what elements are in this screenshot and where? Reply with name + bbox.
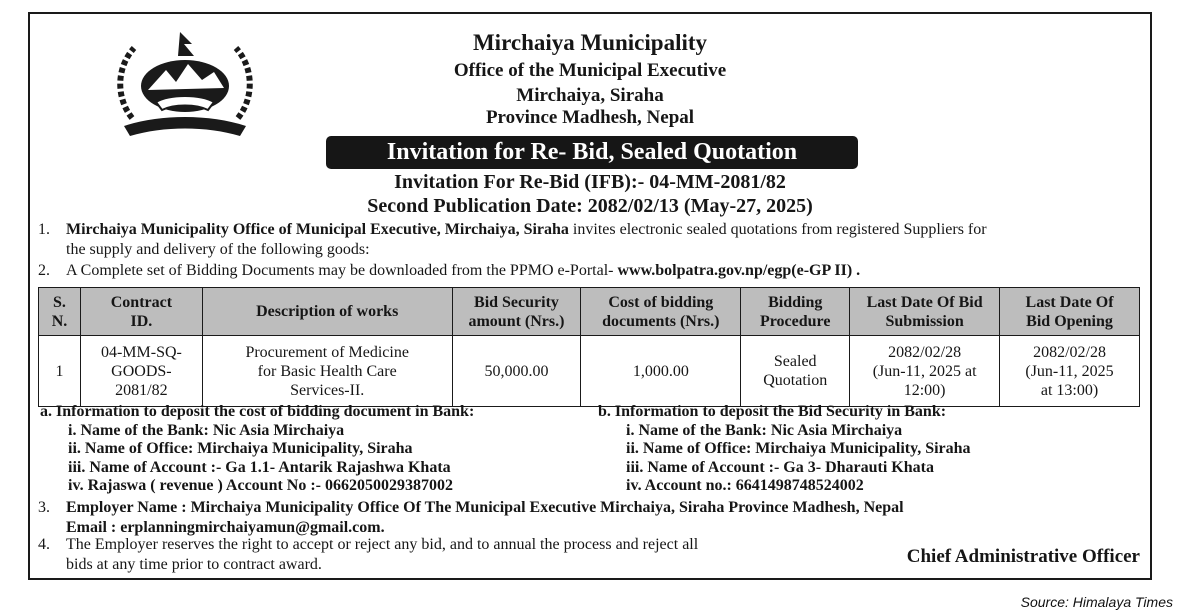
- cell-procedure: Sealed Quotation: [741, 336, 850, 407]
- portal-link: www.bolpatra.gov.np/egp(e-GP II) .: [617, 262, 861, 279]
- bank-info-cost-document: [40, 403, 474, 496]
- cell-opening-date: 2082/02/28 (Jun-11, 2025 at 13:00): [1000, 336, 1140, 407]
- account-number: iv. Rajaswa ( revenue ) Account No :- 0662050029387002: [68, 477, 454, 494]
- clause-4-continuation: bids at any time prior to contract award.: [66, 556, 322, 573]
- cell-description: Procurement of Medicine for Basic Health Care Services-II.: [202, 336, 452, 407]
- cell-document-cost: 1,000.00: [581, 336, 741, 407]
- ifb-number: Invitation For Re-Bid (IFB):- 04-MM-2081/82: [394, 171, 786, 193]
- bank-name: i. Name of the Bank: Nic Asia Mirchaiya: [68, 421, 345, 439]
- clause-4-text: The Employer reserves the right to accept or reject any bid, and to annual the process and reject all: [66, 536, 699, 553]
- municipality-name: Mirchaiya Municipality: [472, 30, 708, 55]
- clause-1-continuation: the supply and delivery of the following goods:: [66, 241, 370, 258]
- source-credit: Source: Himalaya Times: [1020, 594, 1173, 610]
- clause-1: [38, 220, 1148, 260]
- office-location: Mirchaiya, Siraha: [516, 85, 664, 106]
- clause-number: 4.: [38, 536, 50, 553]
- publication-date: Second Publication Date: 2082/02/13 (May-27, 2025): [367, 195, 813, 217]
- col-description: Description of works: [202, 288, 452, 336]
- col-sn: S. N.: [39, 288, 81, 336]
- cell-contract-id: 04-MM-SQ- GOODS- 2081/82: [80, 336, 202, 407]
- cell-submission-date: 2082/02/28 (Jun-11, 2025 at 12:00): [850, 336, 1000, 407]
- office-name-line: ii. Name of Office: Mirchaiya Municipality, Siraha: [626, 440, 971, 457]
- employer-name: Employer Name : Mirchaiya Municipality Office Of The Municipal Executive Mirchaiya, Siraha Province Madhesh, Nepal: [66, 499, 904, 516]
- bank-info-title: b. Information to deposit the Bid Security in Bank:: [598, 403, 947, 420]
- signatory-title: Chief Administrative Officer: [906, 546, 1140, 567]
- clause-3: [38, 498, 904, 538]
- col-bid-security: Bid Security amount (Nrs.): [452, 288, 581, 336]
- account-number: iv. Account no.: 6641498748524002: [626, 477, 864, 494]
- bank-name: i. Name of the Bank: Nic Asia Mirchaiya: [626, 421, 903, 439]
- clause-2-text: A Complete set of Bidding Documents may be downloaded from the PPMO e-Portal-: [66, 262, 618, 279]
- clause-number: 1.: [38, 221, 50, 238]
- clause-2: [38, 261, 1148, 281]
- clause-number: 3.: [38, 499, 50, 516]
- cell-bid-security: 50,000.00: [452, 336, 581, 407]
- account-name: iii. Name of Account :- Ga 3- Dharauti Khata: [626, 458, 934, 476]
- notice-title-banner: Invitation for Re- Bid, Sealed Quotation: [326, 136, 858, 169]
- clause-number: 2.: [38, 262, 50, 279]
- province-name: Province Madhesh, Nepal: [485, 107, 695, 128]
- account-name: iii. Name of Account :- Ga 1.1- Antarik Rajashwa Khata: [68, 458, 451, 476]
- col-document-cost: Cost of bidding documents (Nrs.): [581, 288, 741, 336]
- bid-table: [38, 287, 1140, 407]
- office-name-line: ii. Name of Office: Mirchaiya Municipality, Siraha: [68, 440, 413, 457]
- clause-4: [38, 535, 858, 575]
- col-opening-date: Last Date Of Bid Opening: [1000, 288, 1140, 336]
- email-label: Email :: [66, 519, 121, 536]
- table-row: [39, 336, 1140, 407]
- bank-info-bid-security: [598, 403, 971, 496]
- clause-1-text: invites electronic sealed quotations from registered Suppliers for: [568, 221, 987, 238]
- col-submission-date: Last Date Of Bid Submission: [850, 288, 1000, 336]
- office-name: Office of the Municipal Executive: [453, 60, 727, 81]
- bank-info-title: a. Information to deposit the cost of bidding document in Bank:: [40, 403, 475, 420]
- col-contract-id: Contract ID.: [80, 288, 202, 336]
- clause-1-bold: Mirchaiya Municipality Office of Municipal Executive, Mirchaiya, Siraha: [66, 221, 569, 238]
- employer-email: erplanningmirchaiyamun@gmail.com.: [120, 519, 385, 536]
- col-procedure: Bidding Procedure: [741, 288, 850, 336]
- bid-notice: [28, 12, 1152, 580]
- cell-sn: 1: [39, 336, 81, 407]
- table-header-row: [39, 288, 1140, 336]
